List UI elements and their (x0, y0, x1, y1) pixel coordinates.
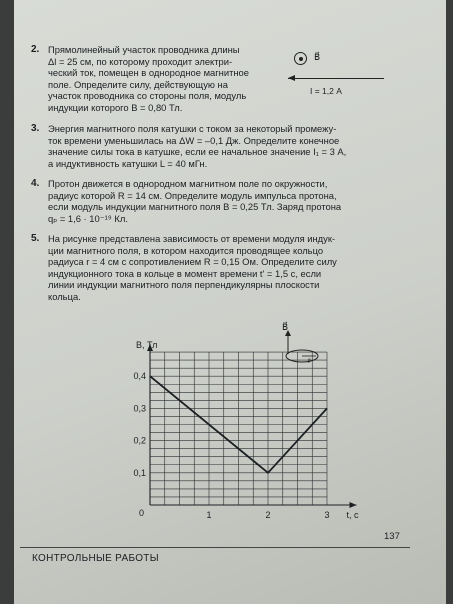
field-label: B⃗ (282, 322, 289, 332)
current-label: I = 1,2 А (310, 86, 342, 96)
problem-line: а индуктивность катушки L = 40 мГн. (48, 157, 208, 169)
problem-number: 2. (31, 44, 40, 55)
radius-label: r (308, 356, 311, 365)
problem-line: радиус которой R = 14 см. Определите модуль импульса протона, (48, 189, 337, 201)
problem-number: 4. (31, 178, 40, 189)
footer-divider (20, 547, 410, 548)
problem-line: На рисунке представлена зависимость от времени модуля индук- (48, 233, 336, 244)
problem-line: Прямолинейный участок проводника длины (48, 44, 240, 55)
field-label: B⃗ (314, 52, 321, 62)
y-tick-label: 0,2 (133, 435, 146, 446)
origin-label: 0 (138, 508, 144, 518)
ring-diagram (280, 318, 340, 378)
x-axis-label: t, с (346, 510, 359, 520)
y-tick-label: 0,1 (133, 467, 146, 478)
textbook-page (14, 0, 446, 604)
problem-line: ток времени уменьшилась на ΔW = –0,1 Дж. Определите конечное (48, 134, 340, 146)
problem-line: Энергия магнитного поля катушки с током за некоторый промежу- (48, 123, 337, 134)
problem-line: ции магнитного поля, в котором находится проводящее кольцо (48, 244, 324, 256)
y-tick-label: 0,4 (133, 371, 146, 382)
problem-number: 5. (31, 233, 40, 244)
problem-line: поле. Определите силу, действующую на (48, 78, 228, 90)
problem-line: индукционного тока в кольце в момент времени t' = 1,5 с, если (48, 267, 322, 279)
x-tick-label: 2 (265, 510, 271, 520)
x-tick-label: 3 (324, 510, 330, 520)
page-number: 137 (384, 531, 400, 542)
problem-line: qₚ = 1,6 · 10⁻¹⁹ Кл. (48, 212, 128, 224)
ring-icon (280, 318, 340, 378)
problem-line: участок проводника со стороны поля, модуль (48, 90, 247, 101)
y-tick-label: 0,3 (133, 403, 146, 414)
b-vs-t-chart (14, 0, 446, 604)
problem-line: ческий ток, помещен в однородное магнитное (48, 67, 249, 78)
problem-line: значение силы тока в катушке, если ее начальное значение I₁ = 3 А, (48, 146, 347, 157)
problem-number: 3. (31, 123, 40, 134)
section-footer: КОНТРОЛЬНЫЕ РАБОТЫ (32, 553, 159, 564)
x-axis-arrow-icon (350, 502, 357, 508)
problem-line: кольца. (48, 290, 81, 302)
problem-line: если модуль индукции магнитного поля B = 0,25 Тл. Заряд протона (48, 201, 342, 212)
problem-line: радиуса r = 4 см с сопротивлением R = 0,15 Ом. Определите силу (48, 256, 337, 267)
problem-line: Δl = 25 см, по которому проходит электри- (48, 55, 233, 67)
problem-line: индукции которого B = 0,80 Тл. (48, 101, 183, 113)
y-axis-label: B, Тл (136, 340, 158, 350)
x-tick-label: 1 (206, 510, 212, 520)
problem-line: линии индукции магнитного поля перпендикулярны плоскости (48, 279, 320, 290)
problem-line: Протон движется в однородном магнитном поле по окружности, (48, 178, 328, 189)
